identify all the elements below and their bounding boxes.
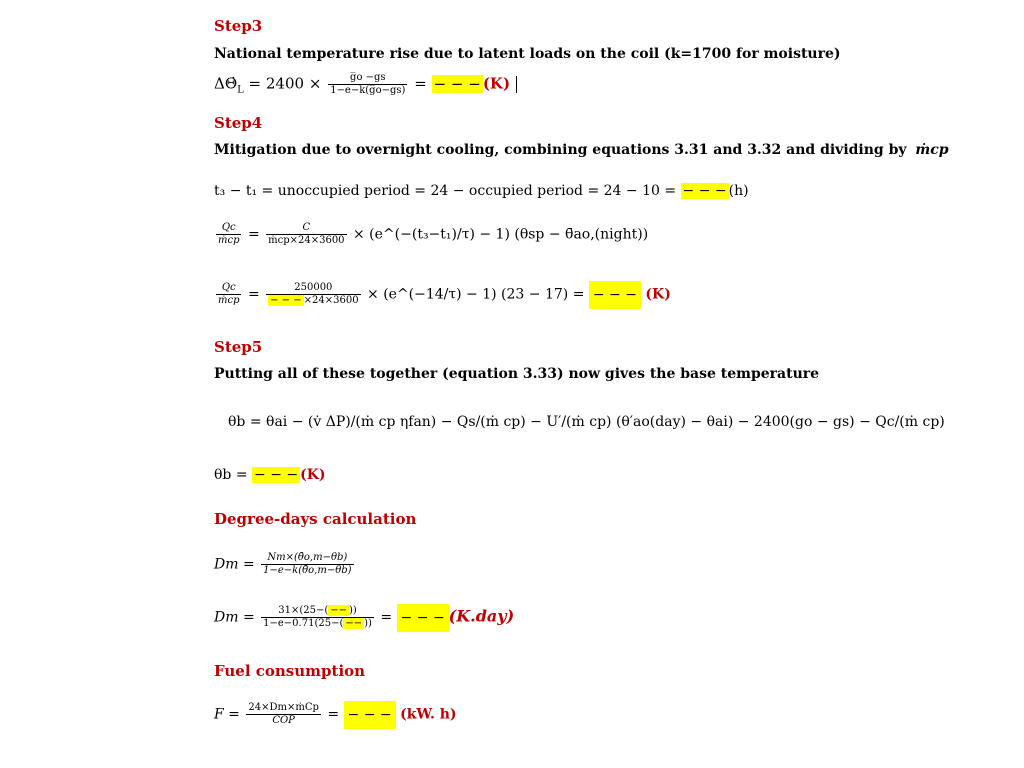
degree-days-eq1 — [214, 552, 356, 577]
fuel-equation — [214, 702, 457, 727]
text-cursor — [516, 76, 517, 93]
degree-days-eq2-den-blank[interactable]: −− — [345, 618, 363, 629]
step4-eq2-frac — [266, 222, 346, 247]
step4-eq3-den-rest: ×24×3600 — [303, 295, 359, 306]
base-temperature-equation: θb = θai − (v̇ ΔP)/(ṁ cp ηfan) − Qs/(ṁ cp) − U′/(ṁ cp) (θ′ao(day) − θai) − 2400(go − gs) − Qc/(ṁ cp) — [228, 414, 945, 430]
degree-days-eq2-blank[interactable]: − − − — [397, 604, 449, 632]
step5-result — [214, 467, 326, 483]
fuel-eq-frac — [246, 702, 321, 727]
step4-eq1-blank[interactable]: − − − — [682, 183, 727, 199]
step4-description-symbol: ṁcp — [915, 142, 949, 158]
degree-days-eq2-unit: (K.day) — [448, 606, 515, 626]
fuel-eq-den: COP — [246, 714, 321, 727]
step4-eq3-lhs — [216, 282, 241, 307]
step4-eq2-num: C — [302, 222, 311, 233]
step5-description: Putting all of these together (equation 3.33) now gives the base temperature — [214, 366, 820, 382]
fuel-consumption-heading: Fuel consumption — [214, 662, 366, 680]
step5-result-lhs: θb = — [214, 467, 248, 483]
step3-heading: Step3 — [214, 17, 263, 35]
step3-description: National temperature rise due to latent loads on the coil (k=1700 for moisture) — [214, 46, 841, 62]
step5-heading: Step5 — [214, 338, 263, 356]
step4-eq2-lhs-den: ṁcp — [218, 235, 240, 246]
degree-days-heading: Degree-days calculation — [214, 510, 417, 528]
step4-eq2-lhs — [216, 222, 241, 247]
step4-eq2-den: ṁcp×24×3600 — [268, 235, 345, 246]
step4-eq1-text: t₃ − t₁ = unoccupied period = 24 − occupied period = 24 − 10 = — [214, 183, 677, 199]
step4-eq3-blank[interactable]: − − − — [589, 281, 641, 309]
step4-description-line — [214, 142, 949, 158]
step4-eq3: $\frac{Qc}{\text{ṁcp}}$ = $\frac{250000}{- - - \times 24\times 3600}$ × (e^(−14/τ) − 1) (23 − 17) = − − − (K) — [214, 282, 671, 307]
step3-frac-num: g̅o −gs — [350, 72, 386, 83]
step4-eq1 — [214, 183, 749, 199]
step3-unit: (K) — [482, 74, 511, 93]
degree-days-eq1-den: 1−e−k(θ̄o,m−θb) — [263, 565, 352, 576]
degree-days-eq2-den-post: )) — [364, 618, 372, 629]
step5-result-unit: (K) — [300, 467, 326, 483]
step3-answer-blank[interactable]: − − − — [433, 74, 481, 93]
degree-days-eq2-lhs: Dm = — [214, 609, 255, 626]
degree-days-eq2-den-pre: 1−e−0.71(25−( — [263, 618, 344, 629]
step4-eq3-den-blank[interactable]: − − − — [270, 295, 302, 306]
step4-eq3-unit: (K) — [645, 286, 671, 303]
step3-frac-den: 1−e−k(g̅o−gs) — [330, 85, 406, 96]
step3-eq-mid: = 2400 × — [243, 74, 322, 93]
step4-eq3-lhs-den: ṁcp — [218, 295, 240, 306]
degree-days-eq2-num-blank[interactable]: −− — [330, 605, 348, 616]
degree-days-eq2-equals: = — [380, 609, 393, 626]
fuel-eq-equals: = — [327, 706, 340, 723]
step4-eq2-rest: × (e^(−(t₃−t₁)/τ) − 1) (θsp − θ̄ao,(night)) — [353, 226, 649, 243]
degree-days-eq2-num-pre: 31×(25−( — [278, 605, 329, 616]
step4-eq2-lhs-num: Qc — [221, 222, 236, 233]
step4-eq3-frac — [266, 282, 360, 307]
fuel-eq-blank[interactable]: − − − — [344, 701, 396, 729]
fuel-eq-lhs: F = — [214, 706, 240, 723]
degree-days-eq2 — [214, 605, 514, 630]
step3-eq-equals: = — [414, 74, 427, 93]
step4-eq3-rest: × (e^(−14/τ) − 1) (23 − 17) = — [367, 286, 585, 303]
step4-eq1-unit: (h) — [728, 183, 749, 199]
step3-equation — [214, 72, 517, 97]
degree-days-eq1-lhs: Dm = — [214, 556, 255, 573]
step4-description: Mitigation due to overnight cooling, combining equations 3.31 and 3.32 and dividing by — [214, 142, 907, 158]
step4-eq3-lhs-num: Qc — [221, 282, 236, 293]
step4-eq2: $\frac{Qc}{\text{ṁcp}}$ = $\frac{C}{\text{ṁcp×24×3600}}$ × (e^(−(t₃−t₁)/τ) − 1) (θsp − θ̄ao,(night)) — [218, 222, 649, 246]
fuel-eq-num: 24×Dm×ṁCp — [248, 702, 319, 713]
fuel-eq-unit: (kW. h) — [400, 706, 457, 723]
degree-days-eq2-frac — [261, 605, 374, 630]
step3-eq-lhs-sub: L — [237, 84, 244, 96]
step4-heading: Step4 — [214, 114, 263, 132]
degree-days-eq1-num: Nm×(θ̄o,m−θb) — [267, 552, 348, 563]
step3-fraction — [328, 72, 407, 97]
step5-result-blank[interactable]: − − − — [254, 467, 299, 483]
degree-days-eq2-num-post: )) — [349, 605, 357, 616]
step4-eq3-num: 250000 — [294, 282, 333, 293]
step3-eq-lhs: ΔΘ̇ — [214, 74, 238, 93]
degree-days-eq1-frac — [261, 552, 353, 577]
